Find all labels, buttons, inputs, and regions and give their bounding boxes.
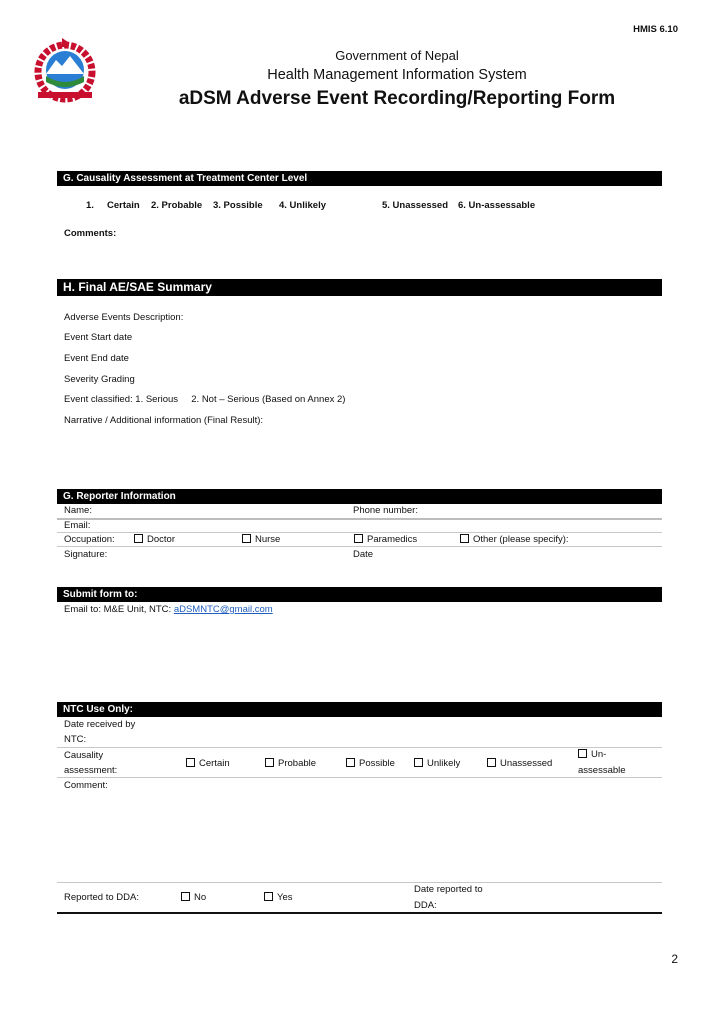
causality-label: Causality xyxy=(64,750,104,761)
checkbox-icon[interactable] xyxy=(181,892,190,901)
submit-instructions: Email to: M&E Unit, NTC: aDSMNTC@gmail.com xyxy=(64,604,273,615)
ntc-header: NTC Use Only: xyxy=(57,702,662,717)
ntc-certain-checkbox[interactable]: Certain xyxy=(186,758,230,769)
event-start-date-field[interactable]: Event Start date xyxy=(64,332,133,343)
date-received-label: Date received by xyxy=(64,719,136,730)
date-reported-label-2: DDA: xyxy=(414,900,437,911)
reporter-header: G. Reporter Information xyxy=(57,489,662,504)
severity-grading-field[interactable]: Severity Grading xyxy=(64,374,135,385)
page-number: 2 xyxy=(671,952,678,966)
occupation-paramedics-checkbox[interactable]: Paramedics xyxy=(354,534,417,545)
checkbox-icon[interactable] xyxy=(487,758,496,767)
ntc-possible-checkbox[interactable]: Possible xyxy=(346,758,395,769)
ntc-comment-field[interactable]: Comment: xyxy=(64,780,108,791)
name-field[interactable]: Name: xyxy=(64,505,92,516)
page-title: aDSM Adverse Event Recording/Reporting Form xyxy=(178,88,616,109)
ntc-unassessable-checkbox[interactable]: Un- xyxy=(578,749,606,760)
occupation-other-checkbox[interactable]: Other (please specify): xyxy=(460,534,569,545)
ae-description-field[interactable]: Adverse Events Description: xyxy=(64,312,184,323)
ntc-unassessable-label-2: assessable xyxy=(578,765,626,776)
option-possible: 3. Possible xyxy=(213,200,263,211)
reported-dda-no-checkbox[interactable]: No xyxy=(181,892,206,903)
checkbox-icon[interactable] xyxy=(354,534,363,543)
submit-header: Submit form to: xyxy=(57,587,662,602)
checkbox-icon[interactable] xyxy=(134,534,143,543)
ntc-unlikely-checkbox[interactable]: Unlikely xyxy=(414,758,460,769)
reported-dda-label: Reported to DDA: xyxy=(64,892,139,903)
option-unlikely: 4. Unlikely xyxy=(279,200,326,211)
government-line: Government of Nepal xyxy=(335,48,459,63)
date-received-label-2: NTC: xyxy=(64,734,87,745)
phone-field[interactable]: Phone number: xyxy=(353,505,418,516)
checkbox-icon[interactable] xyxy=(265,758,274,767)
email-field[interactable]: Email: xyxy=(64,520,91,531)
submit-email-link[interactable]: aDSMNTC@gmail.com xyxy=(173,604,273,615)
event-end-date-field[interactable]: Event End date xyxy=(64,353,129,364)
event-classified-field[interactable]: Event classified: 1. Serious 2. Not – Serious (Based on Annex 2) xyxy=(64,394,346,405)
causality-label-2: assessment: xyxy=(64,765,118,776)
system-line: Health Management Information System xyxy=(267,67,527,83)
option-1: 1. xyxy=(86,200,94,211)
checkbox-icon[interactable] xyxy=(242,534,251,543)
ntc-unassessed-checkbox[interactable]: Unassessed xyxy=(487,758,552,769)
checkbox-icon[interactable] xyxy=(460,534,469,543)
ntc-probable-checkbox[interactable]: Probable xyxy=(265,758,316,769)
comments-label: Comments: xyxy=(64,228,117,239)
reported-dda-yes-checkbox[interactable]: Yes xyxy=(264,892,293,903)
date-field[interactable]: Date xyxy=(353,549,374,560)
option-unassessable: 6. Un-assessable xyxy=(458,200,536,211)
narrative-field[interactable]: Narrative / Additional information (Final Result): xyxy=(64,415,264,426)
section-h-header: H. Final AE/SAE Summary xyxy=(57,279,662,296)
checkbox-icon[interactable] xyxy=(414,758,423,767)
occupation-nurse-checkbox[interactable]: Nurse xyxy=(242,534,280,545)
occupation-doctor-checkbox[interactable]: Doctor xyxy=(134,534,175,545)
checkbox-icon[interactable] xyxy=(578,749,587,758)
option-probable: 2. Probable xyxy=(151,200,203,211)
option-certain: Certain xyxy=(107,200,140,211)
checkbox-icon[interactable] xyxy=(346,758,355,767)
option-unassessed: 5. Unassessed xyxy=(382,200,449,211)
date-reported-label: Date reported to xyxy=(414,884,483,895)
signature-field[interactable]: Signature: xyxy=(64,549,108,560)
section-g-header: G. Causality Assessment at Treatment Center Level xyxy=(57,171,662,186)
form-code: HMIS 6.10 xyxy=(633,24,678,35)
occupation-label: Occupation: xyxy=(64,534,115,545)
checkbox-icon[interactable] xyxy=(264,892,273,901)
checkbox-icon[interactable] xyxy=(186,758,195,767)
